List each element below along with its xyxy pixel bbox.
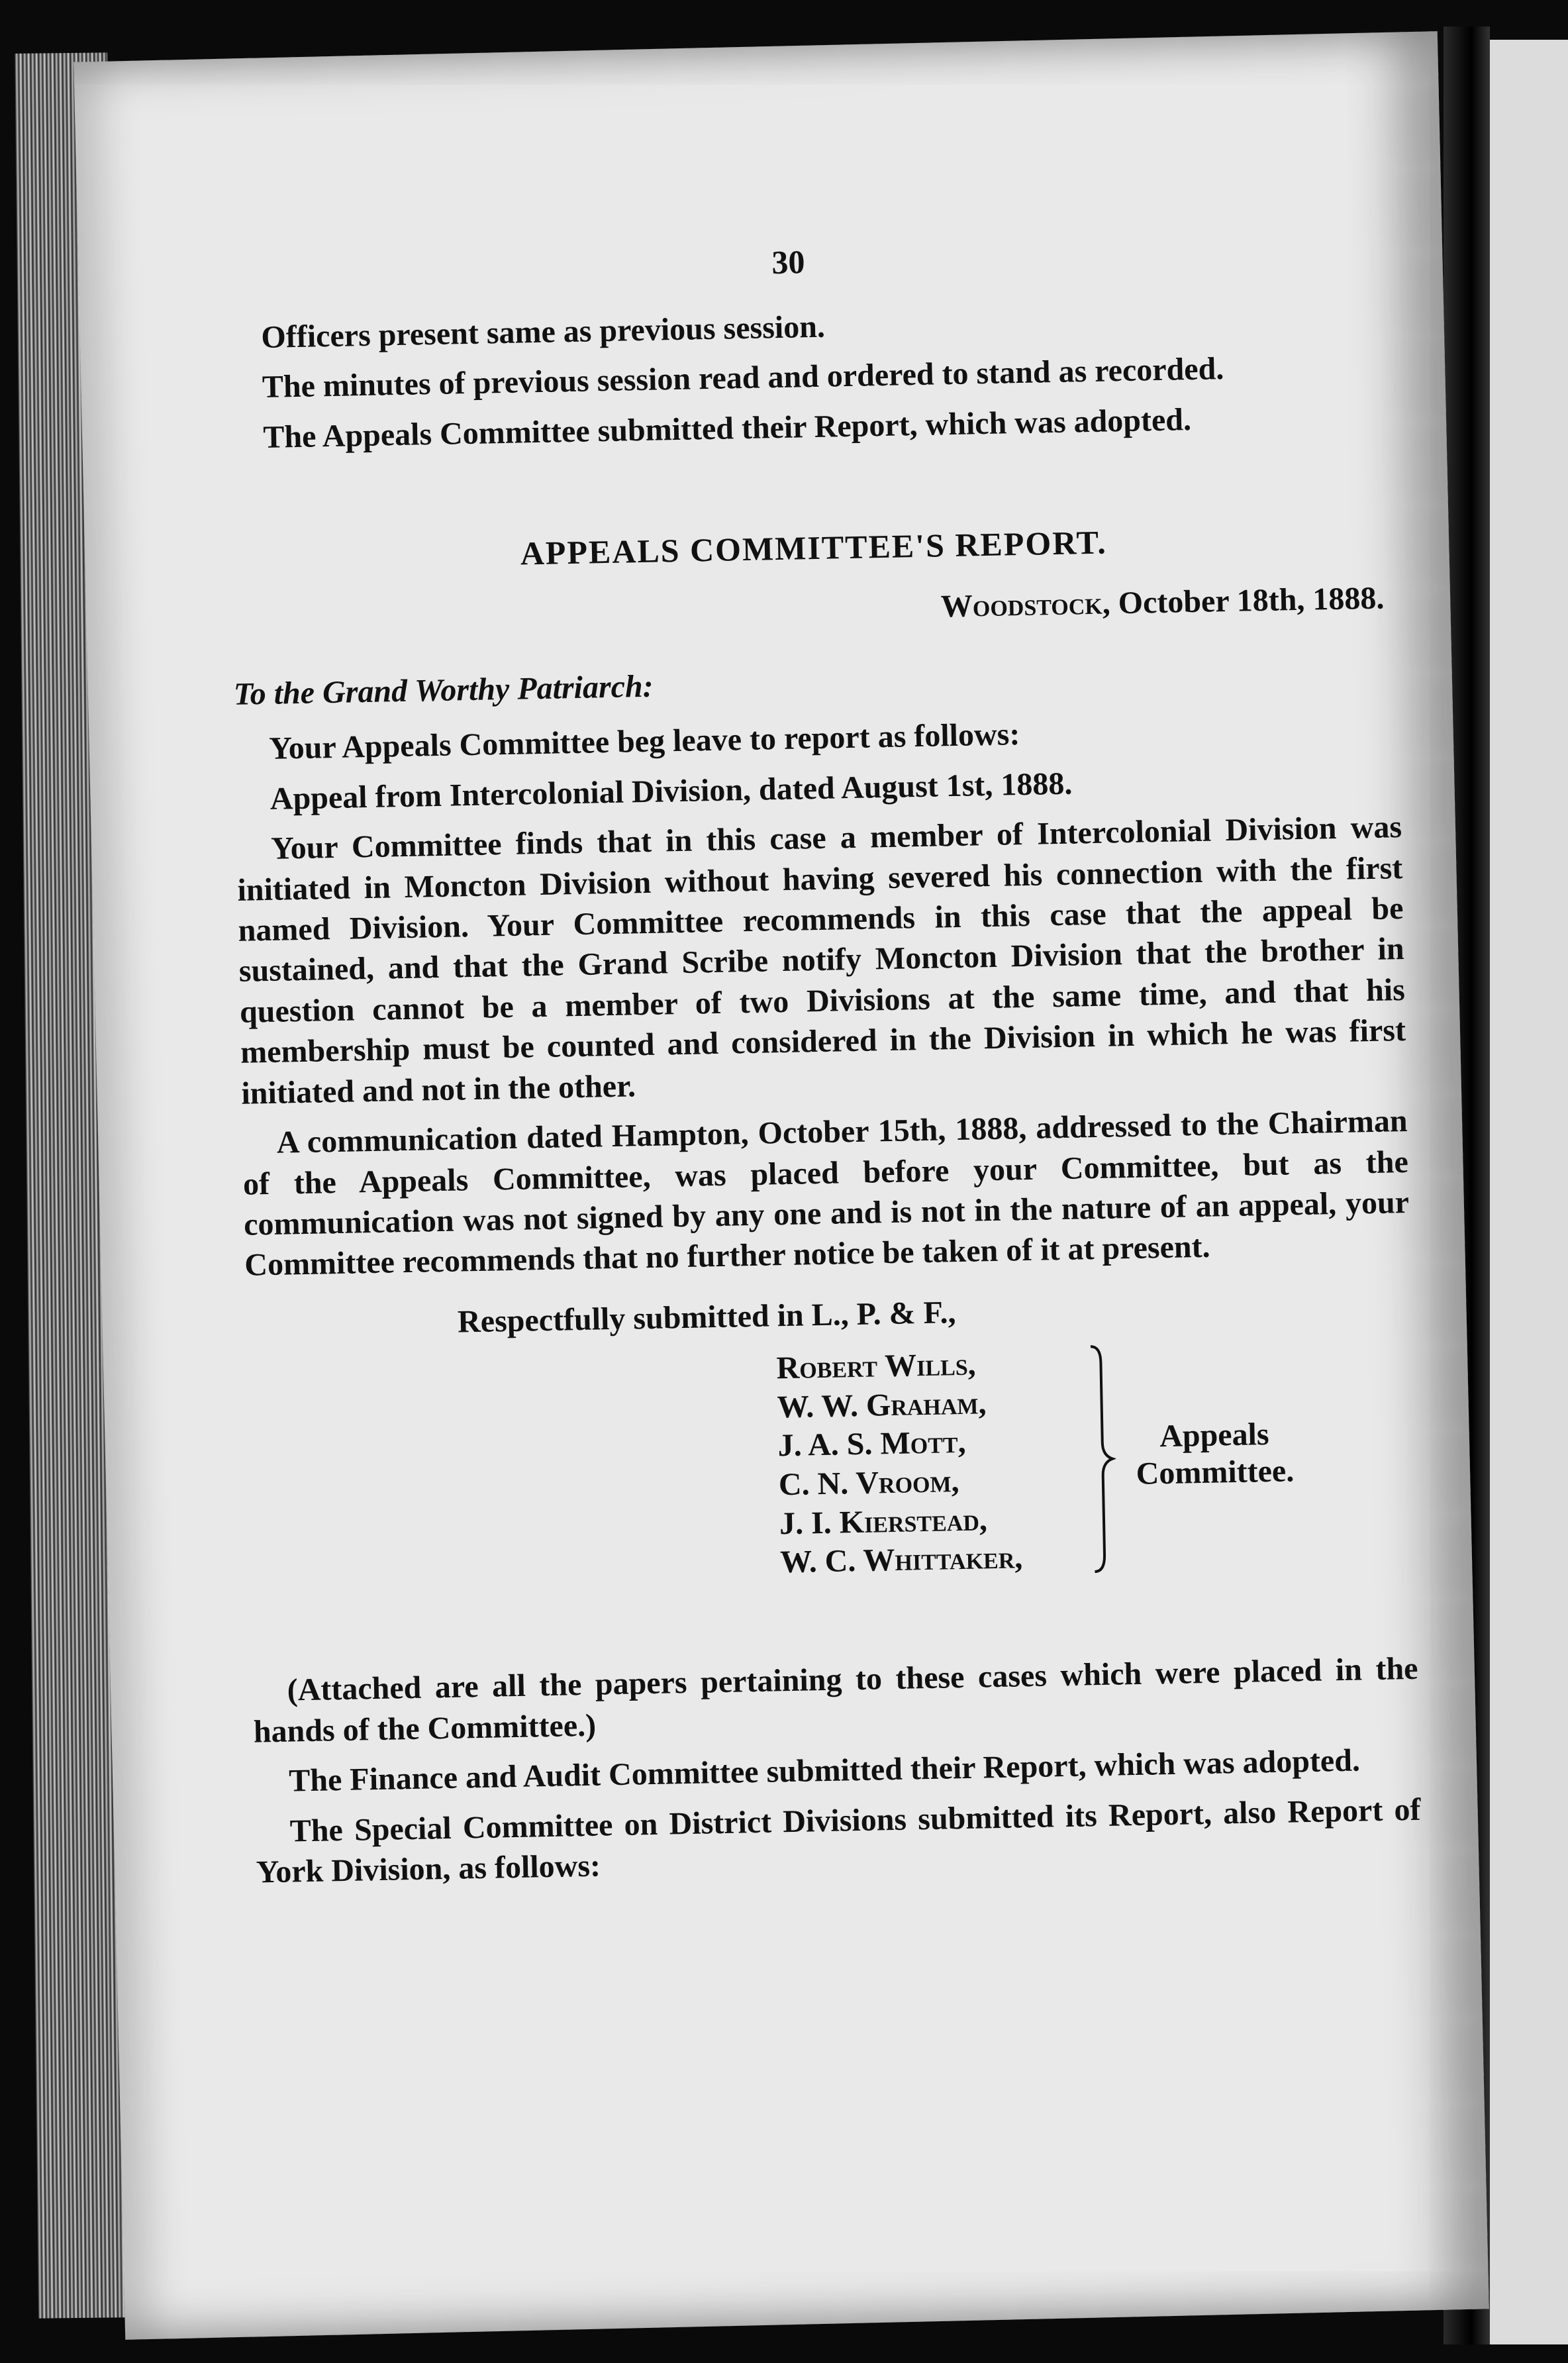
page-content — [225, 229, 1422, 1902]
signatory-name: C. N. Vroom, — [778, 1464, 960, 1503]
report-paragraph: Your Committee finds that in this case a member of Intercolonial Division was initiated in Moncton Division without having severed his connection with the first named Division. Your Committee recommends in this case that the appeal be sustained, and that the Grand Scribe notify Moncton Division that the brother in question cannot be a member of two Divisions at the same time, and that his membership must be counted and considered in the Division in which he was first initiated and not in the other. — [236, 809, 1406, 1111]
committee-label-line: Committee. — [1136, 1452, 1295, 1491]
facing-page-edge — [1490, 40, 1568, 2344]
report-dateline — [232, 578, 1398, 640]
report-place: Woodstock — [940, 585, 1103, 625]
report-signoff: Respectfully submitted in L., P. & F., — [457, 1294, 956, 1340]
committee-label — [1135, 1416, 1295, 1492]
signatory-name: W. W. Graham, — [777, 1385, 987, 1425]
page-number: 30 — [771, 243, 805, 281]
signatory-name: J. I. Kierstead, — [779, 1501, 988, 1541]
closing-paragraph: The Special Committee on District Divisions submitted its Report, also Report of York Division, as follows: — [256, 1791, 1421, 1890]
report-paragraph: Appeal from Intercolonial Division, dated August 1st, 1888. — [270, 766, 1073, 817]
signature-block — [776, 1337, 1416, 1587]
report-date: , October 18th, 1888. — [1102, 580, 1385, 621]
curly-brace-icon — [1087, 1343, 1118, 1576]
closing-paragraph: (Attached are all the papers pertaining to these cases which were placed in the hands of the Committee.) — [253, 1651, 1418, 1750]
report-title: APPEALS COMMITTEE'S REPORT. — [520, 523, 1108, 572]
closing-paragraph: The Finance and Audit Committee submitted their Report, which was adopted. — [288, 1742, 1361, 1799]
signatory-name: W. C. Whittaker, — [779, 1540, 1023, 1580]
committee-label-line: Appeals — [1159, 1417, 1270, 1454]
report-salutation: To the Grand Worthy Patriarch: — [233, 668, 654, 712]
intro-paragraph: The minutes of previous session read and ordered to stand as recorded. — [262, 351, 1224, 405]
signatory-name: Robert Wills, — [776, 1346, 977, 1386]
signatory-list — [776, 1345, 1023, 1582]
intro-paragraph: Officers present same as previous session. — [260, 309, 826, 355]
signatory-name: J. A. S. Mott, — [777, 1425, 967, 1464]
report-paragraph: A communication dated Hampton, October 15th, 1888, addressed to the Chairman of the Appeals Committee, was placed before your Committee, but as the communication was not signed by any one and is not in the nature of an appeal, your Committee recommends that no further notice be taken of it at present. — [242, 1103, 1410, 1283]
intro-paragraph: The Appeals Committee submitted their Report, which was adopted. — [262, 401, 1192, 455]
report-paragraph: Your Appeals Committee beg leave to report as follows: — [268, 717, 1020, 767]
